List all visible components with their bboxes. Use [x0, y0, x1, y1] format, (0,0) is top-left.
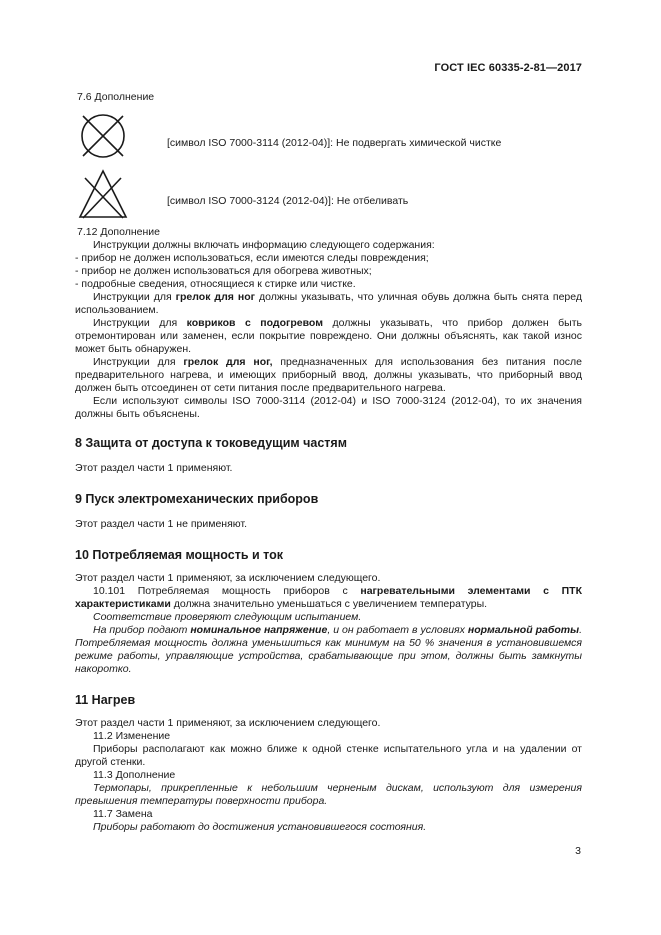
no-chemical-cleaning-icon	[77, 110, 129, 162]
subsection-11-7-title: 11.7 Замена	[93, 808, 153, 820]
subsection-11-2-title: 11.2 Изменение	[93, 730, 171, 742]
page-number: 3	[575, 845, 581, 857]
section-11-heading: 11 Нагрев	[75, 693, 136, 707]
paragraph: Этот раздел части 1 применяют, за исключением следующего.	[75, 717, 381, 729]
paragraph	[75, 317, 582, 356]
text-run: предназначенных для использования без питания после предварительного нагрева, и имеющих приборный ввод, должны указывать, что приборный ввод должен быть отсоединен от сети питания после предварительного нагрева.	[75, 356, 582, 394]
text-run: На прибор подают	[93, 624, 191, 636]
paragraph: Термопары, прикрепленные к небольшим черненым дискам, используют для измерения превышения температуры поверхности прибора.	[75, 782, 582, 807]
paragraph	[75, 585, 582, 611]
symbol-row-no-bleach	[75, 168, 582, 226]
text-run: Инструкции для	[93, 317, 187, 329]
section-8-heading: 8 Защита от доступа к токоведущим частям	[75, 436, 347, 450]
text-run: Инструкции для	[93, 356, 184, 368]
paragraph: Если используют символы ISO 7000-3114 (2012-04) и ISO 7000-3124 (2012-04), то их значения должны быть объяснены.	[75, 395, 582, 420]
text-run: Инструкции для	[93, 291, 176, 303]
symbol-caption-no-chemical-cleaning: [символ ISO 7000-3114 (2012-04)]: Не подвергать химической чистке	[167, 137, 502, 149]
symbol-row-no-chemical-cleaning	[75, 110, 582, 168]
paragraph: Этот раздел части 1 не применяют.	[75, 518, 247, 530]
paragraph: Этот раздел части 1 применяют.	[75, 462, 233, 474]
defined-term: нагревательными элементами с ПТК характеристиками	[75, 585, 582, 610]
text-run: должны указывать, что прибор должен быть отремонтирован или заменен, если покрытие повреждено. Они должны объяснять, как такой износ может быть обнаружен.	[75, 317, 583, 355]
text-run: должны указывать, что уличная обувь должна быть снята перед использованием.	[75, 291, 582, 316]
section-10-heading: 10 Потребляемая мощность и ток	[75, 548, 283, 562]
standard-header: ГОСТ IEC 60335-2-81—2017	[434, 62, 582, 74]
paragraph: Приборы работают до достижения установившегося состояния.	[93, 821, 427, 833]
paragraph: Инструкции должны включать информацию следующего содержания:	[93, 239, 435, 251]
paragraph	[75, 291, 582, 317]
defined-term: грелок для ног	[175, 291, 256, 303]
text-run: 10.101 Потребляемая мощность приборов с	[93, 585, 361, 597]
paragraph: Приборы располагают как можно ближе к одной стенке испытательного угла и на удалении от другой стенки.	[75, 743, 582, 768]
defined-term: нормальной работы	[467, 624, 580, 636]
paragraph	[75, 356, 582, 395]
defined-term: грелок для ног,	[183, 356, 273, 368]
text-run: . Потребляемая мощность должна уменьшиться как минимум на 50 % значения в установившемся режиме работы, управляющие устройства, срабатывающие при этом, должны быть замкнуты накоротко.	[75, 624, 583, 675]
paragraph: Этот раздел части 1 применяют, за исключением следующего.	[75, 572, 381, 584]
compliance-text: Соответствие проверяют следующим испытанием.	[93, 611, 362, 623]
list-item: - прибор не должен использоваться для обогрева животных;	[75, 265, 372, 277]
section-7-6-title: 7.6 Дополнение	[77, 91, 155, 103]
defined-term: ковриков с подогревом	[186, 317, 323, 329]
list-item: - прибор не должен использоваться, если имеются следы повреждения;	[75, 252, 429, 264]
no-bleach-icon	[77, 168, 129, 220]
test-text	[75, 624, 582, 676]
section-7-12-title: 7.12 Дополнение	[77, 226, 160, 238]
text-run: , и он работает в условиях	[327, 624, 468, 636]
text-run: должна значительно уменьшаться с увеличением температуры.	[170, 598, 488, 610]
list-item: - подробные сведения, относящиеся к стирке или чистке.	[75, 278, 356, 290]
section-9-heading: 9 Пуск электромеханических приборов	[75, 492, 319, 506]
symbol-caption-no-bleach: [символ ISO 7000-3124 (2012-04)]: Не отбеливать	[167, 195, 409, 207]
document-body	[75, 91, 582, 834]
subsection-11-3-title: 11.3 Дополнение	[93, 769, 176, 781]
defined-term: номинальное напряжение	[190, 624, 328, 636]
